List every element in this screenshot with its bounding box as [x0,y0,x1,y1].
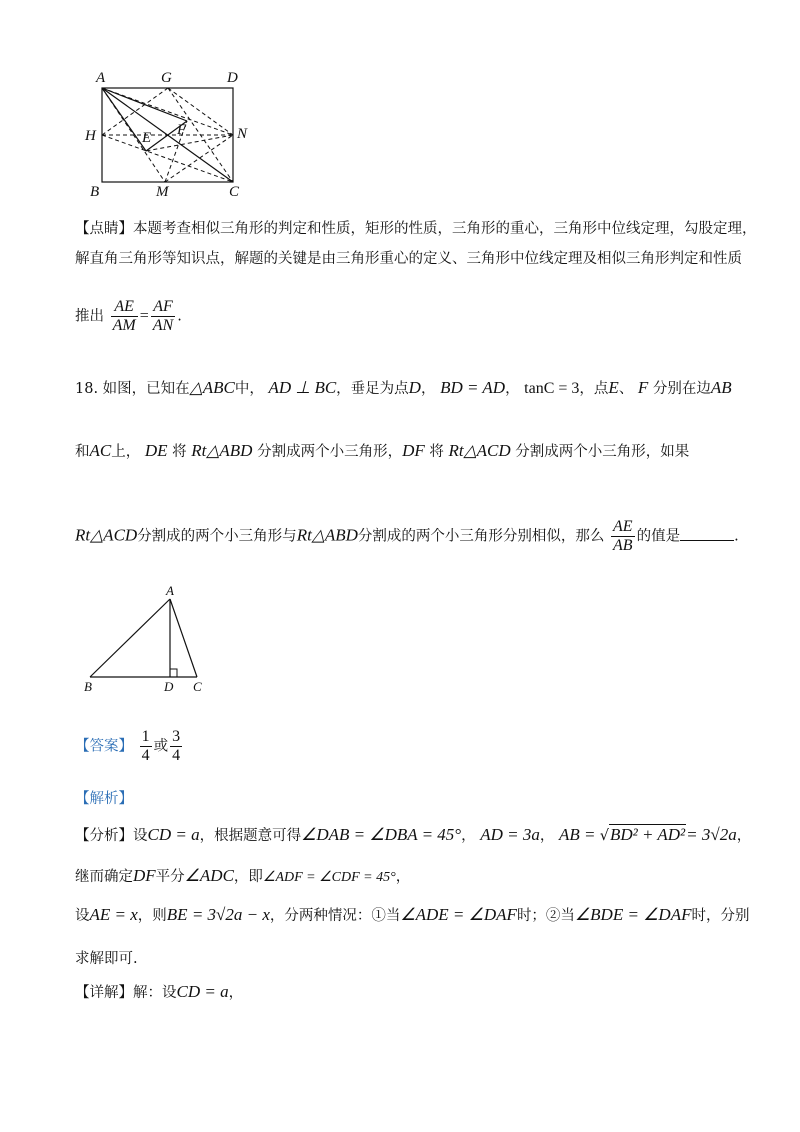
review-line-1 [75,219,757,239]
q18-line-1: 18. 如图，已知在△ABC中， AD ⊥ BC，垂足为点D， BD = AD， tanC = 3，点E、 F 分别在边AB [75,378,732,397]
fraction-one-quarter: $\frac{1}{4}$ [141,728,150,764]
review-line-3: 推出 $\frac{AE}{AM}$ = $\frac{AF}{AN}$ . [75,298,182,334]
detail-tag: 【详解】 [75,985,133,1001]
q18-line-2: 和AC上， DE 将 Rt△ABD 分割成两个小三角形，DF 将 Rt△ACD 分割成两个小三角形，如果 [75,441,690,460]
fenxi-line-3: 设AE = x，则BE = 3√2a − x，分两种情况：①当∠ADE = ∠DAF时；②当∠BDE = ∠DAF时，分别 [75,905,750,924]
fenxi-tag: 【分析】 [75,828,133,844]
answer-tag: 【答案】 [75,738,133,755]
figure-rectangle [80,66,255,200]
label-c2: C [193,679,202,694]
review-prefix: 推出 [75,308,104,325]
fraction-ae-ab: $\frac{AE}{AB}$ [613,518,633,554]
fenxi-line-1: 【分析】设CD = a，根据题意可得∠DAB = ∠DBA = 45°， AD = 3a， AB = √BD² + AD²= 3√2a， [75,825,752,844]
label-h: H [85,128,96,144]
fraction-af-an: $\frac{AF}{AN}$ [152,298,174,334]
label-m: M [156,184,169,200]
review-tag: 【点睛】 [75,221,133,237]
review-line-2 [75,249,742,269]
label-e: E [142,130,152,146]
answer-line: 【答案】 $\frac{1}{4}$ 或 $\frac{3}{4}$ [75,728,181,764]
label-a2: A [166,585,174,598]
segment-ae [102,88,146,151]
analysis-tag: 【解析】 [75,791,133,807]
label-d: D [227,70,238,86]
right-angle-mark [170,669,177,677]
label-f: F [177,122,187,138]
q18-line-3: Rt△ACD分割成的两个小三角形与Rt△ABD分割成的两个小三角形分别相似，那么 $\frac{AE}{AB}$ 的值是 . [75,518,739,554]
side-ac [170,599,197,677]
figure-triangle [80,585,215,697]
label-g: G [161,70,172,86]
fraction-ae-am: $\frac{AE}{AM}$ [112,298,136,334]
label-b: B [90,184,100,200]
label-n: N [237,126,248,142]
label-d2: D [164,679,174,694]
label-c: C [229,184,240,200]
q18-number: 18. [75,381,99,397]
review-text-1: 本题考查相似三角形的判定和性质，矩形的性质，三角形的重心，三角形中位线定理，勾股定理， [133,221,757,237]
fraction-three-quarters: $\frac{3}{4}$ [172,728,181,764]
label-a: A [96,70,106,86]
fenxi-line-2: 继而确定DF平分∠ADC，即∠ADF = ∠CDF = 45°， [75,866,411,885]
fenxi-line-4: 求解即可. [75,951,138,967]
answer-blank [680,526,734,541]
label-b2: B [84,679,92,694]
detail-line: 【详解】解：设CD = a， [75,982,244,1001]
side-ab [90,599,170,677]
review-text-2: 解直角三角形等知识点，解题的关键是由三角形重心的定义、三角形中位线定理及相似三角形判定和性质 [75,251,742,267]
